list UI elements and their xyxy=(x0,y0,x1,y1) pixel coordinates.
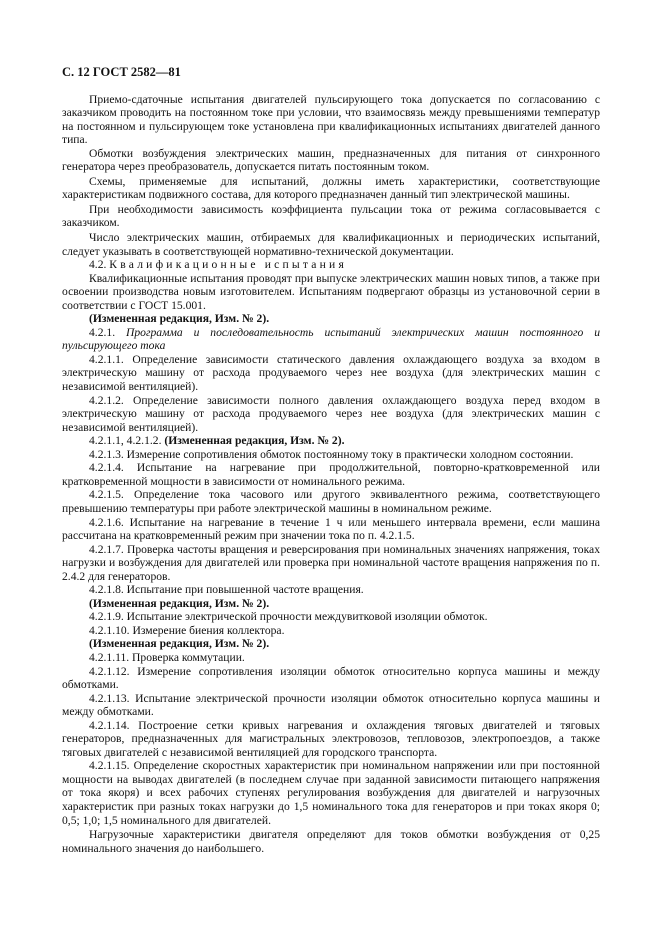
paragraph: 4.2.1.8. Испытание при повышенной частоте вращения. xyxy=(89,583,364,597)
amendment-note: (Измененная редакция, Изм. № 2). xyxy=(89,312,270,326)
section-title: Квалификационные испытания xyxy=(109,258,347,272)
paragraph: Квалификационные испытания проводят при выпуске электрических машин новых типов, а также при освоении производства новым изготовителем. Испытаниям подвергают образцы из установочной серии в соответствии с ГОСТ 15.001. xyxy=(62,271,600,312)
paragraph: 4.2.1.15. Определение скоростных характеристик при номинальном напряжении или при постоянной мощности на выводах двигателей (в последнем случае при заданной зависимости питающего напряжения от тока якоря) и всех рабочих ступенях регулирования возбуждения для двигателей и нагрузочных характеристик при разных токах нагрузки до 1,5 номинального тока для генераторов и при токах якоря 0; 0,5; 1,0; 1,5 номинального для двигателей. xyxy=(62,759,600,827)
paragraph: 4.2.1.2. Определение зависимости полного давления охлаждающего воздуха перед входом в электрическую машину от расхода продуваемого через нее воздуха (для электрических машин с независимой вентиляцией). xyxy=(62,393,600,434)
paragraph: 4.2.1.7. Проверка частоты вращения и реверсирования при номинальных значениях напряжения, токах нагрузки и возбуждения для двигателей или проверка при номинальной частоте вращения напряжения по п. 2.4.2 для генераторов. xyxy=(62,542,600,583)
paragraph: 4.2.1.4. Испытание на нагревание при продолжительной, повторно-кратковременной или кратковременной мощности в зависимости от номинального режима. xyxy=(62,461,600,488)
subsection-heading xyxy=(62,326,600,353)
paragraph: Число электрических машин, отбираемых для квалификационных и периодических испытаний, следует указывать в соответствующей нормативно-технической документации. xyxy=(62,231,600,258)
paragraph: 4.2.1.10. Измерение биения коллектора. xyxy=(89,623,285,637)
amendment-line xyxy=(62,434,600,448)
paragraph: Нагрузочные характеристики двигателя определяют для токов обмотки возбуждения от 0,25 номинального значения до наибольшего. xyxy=(62,828,600,855)
paragraph: 4.2.1.6. Испытание на нагревание в течение 1 ч или меньшего интервала времени, если машина рассчитана на кратковременный режим при значении тока по п. 4.2.1.5. xyxy=(62,515,600,543)
amendment-note: (Измененная редакция, Изм. № 2). xyxy=(89,596,270,610)
paragraph: Приемо-сдаточные испытания двигателей пульсирующего тока допускается по согласованию с заказчиком проводить на постоянном токе при условии, что взаимосвязь между превышениями температур на постоянном и пульсирующем токе установлена при квалификационных испытаниях двигателей данного типа. xyxy=(62,92,600,147)
subsection-number: 4.2.1. xyxy=(89,325,116,339)
section-heading xyxy=(62,258,600,272)
amendment-note: (Измененная редакция, Изм. № 2). xyxy=(164,434,345,448)
paragraph: Обмотки возбуждения электрических машин, предназначенных для питания от синхронного генератора через преобразователь, допускается питать постоянным током. xyxy=(62,146,600,174)
paragraph: 4.2.1.14. Построение сетки кривых нагревания и охлаждения тяговых двигателей и тяговых генераторов, предназначенных для магистральных электровозов, тепловозов, электропоездов, а также тяговых двигателей с независимой вентиляцией для городского транспорта. xyxy=(62,718,600,759)
paragraph: 4.2.1.13. Испытание электрической прочности изоляции обмоток относительно корпуса машины и между обмотками. xyxy=(62,691,600,719)
paragraph: 4.2.1.3. Измерение сопротивления обмоток постоянному току в практически холодном состоянии. xyxy=(89,447,574,461)
page-header: С. 12 ГОСТ 2582—81 xyxy=(62,65,181,79)
section-number: 4.2. xyxy=(89,258,107,272)
paragraph: 4.2.1.9. Испытание электрической прочности междувитковой изоляции обмоток. xyxy=(89,610,488,624)
subsection-title: Программа и последовательность испытаний электрических машин постоянного и пульсирующего тока xyxy=(62,325,600,353)
item-numbers: 4.2.1.1, 4.2.1.2. xyxy=(89,434,162,448)
document-page xyxy=(62,66,600,855)
paragraph: 4.2.1.11. Проверка коммутации. xyxy=(89,650,245,664)
paragraph: При необходимости зависимость коэффициента пульсации тока от режима согласовывается с заказчиком. xyxy=(62,202,600,230)
paragraph: 4.2.1.5. Определение тока часового или другого эквивалентного режима, соответствующего превышению температуры при работе электрической машины в номинальном режиме. xyxy=(62,488,600,515)
paragraph: 4.2.1.12. Измерение сопротивления изоляции обмоток относительно корпуса машины и между обмотками. xyxy=(62,664,600,692)
amendment-note: (Измененная редакция, Изм. № 2). xyxy=(89,637,270,651)
paragraph: Схемы, применяемые для испытаний, должны иметь характеристики, соответствующие характеристикам подвижного состава, для которого предназначен данный тип электрической машины. xyxy=(62,174,600,202)
paragraph: 4.2.1.1. Определение зависимости статического давления охлаждающего воздуха за входом в электрическую машину от расхода продуваемого через нее воздуха (для электрических машин с независимой вентиляцией). xyxy=(62,352,600,394)
